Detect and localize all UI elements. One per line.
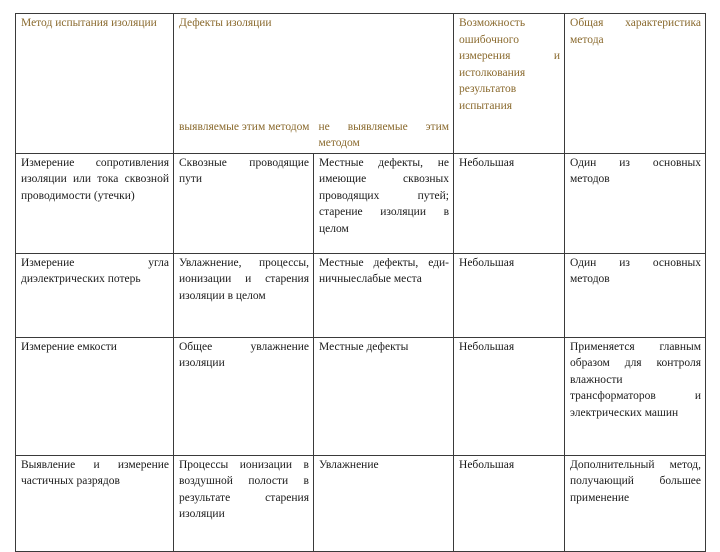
row-undetected: Местные дефекты [314, 337, 454, 455]
header-method [16, 14, 174, 154]
row-general: Один из основных методов [565, 253, 706, 337]
row-detected: Общее увлажнение изоляции [174, 337, 314, 455]
row-possibility: Небольшая [454, 337, 565, 455]
header-general-text: Общая характеристика метода [570, 17, 702, 46]
table-row [16, 153, 706, 253]
header-defects [174, 14, 454, 119]
row-undetected: Местные дефекты, не имеющие сквозных проводящих путей; старение изоляции в целом [314, 153, 454, 253]
row-detected: Сквозные проводящие пути [174, 153, 314, 253]
header-general [565, 14, 706, 154]
header-possibility-text: Возможность ошибочного измерения и истолкования результатов испытания [459, 17, 561, 112]
table-header-row [16, 14, 706, 119]
header-defects-text: Дефекты изоляции [179, 17, 272, 29]
row-method: Измерение емкости [16, 337, 174, 455]
table-row [16, 253, 706, 337]
insulation-test-methods-table [15, 13, 706, 552]
header-possibility [454, 14, 565, 154]
row-method: Выявление и измерение частичных разрядов [16, 455, 174, 551]
header-method-text: Метод испытания изоляции [21, 17, 157, 29]
document-page [15, 13, 705, 552]
header-undetected [314, 119, 454, 154]
row-possibility: Небольшая [454, 455, 565, 551]
row-undetected: Местные дефекты, еди-ничныеслабые места [314, 253, 454, 337]
row-detected: Увлажнение, процессы, ионизации и старения изоляции в целом [174, 253, 314, 337]
row-method: Измерение угла диэлектрических потерь [16, 253, 174, 337]
row-detected: Процессы ионизации в воздушной полости в результате старения изоляции [174, 455, 314, 551]
table-row [16, 455, 706, 551]
header-detected-text: выявляемые этим методом [179, 120, 310, 133]
row-possibility: Небольшая [454, 153, 565, 253]
table-row [16, 337, 706, 455]
row-general: Применяется главным образом для контроля влажности трансформаторов и электрических машин [565, 337, 706, 455]
row-possibility: Небольшая [454, 253, 565, 337]
row-general: Один из основных методов [565, 153, 706, 253]
header-undetected-text: не выявляемые этим методом [318, 120, 450, 150]
row-method: Измерение сопротивления изоляции или тока сквозной проводимости (утечки) [16, 153, 174, 253]
row-undetected: Увлажнение [314, 455, 454, 551]
row-general: Дополнительный метод, получающий большее применение [565, 455, 706, 551]
header-detected [174, 119, 314, 154]
